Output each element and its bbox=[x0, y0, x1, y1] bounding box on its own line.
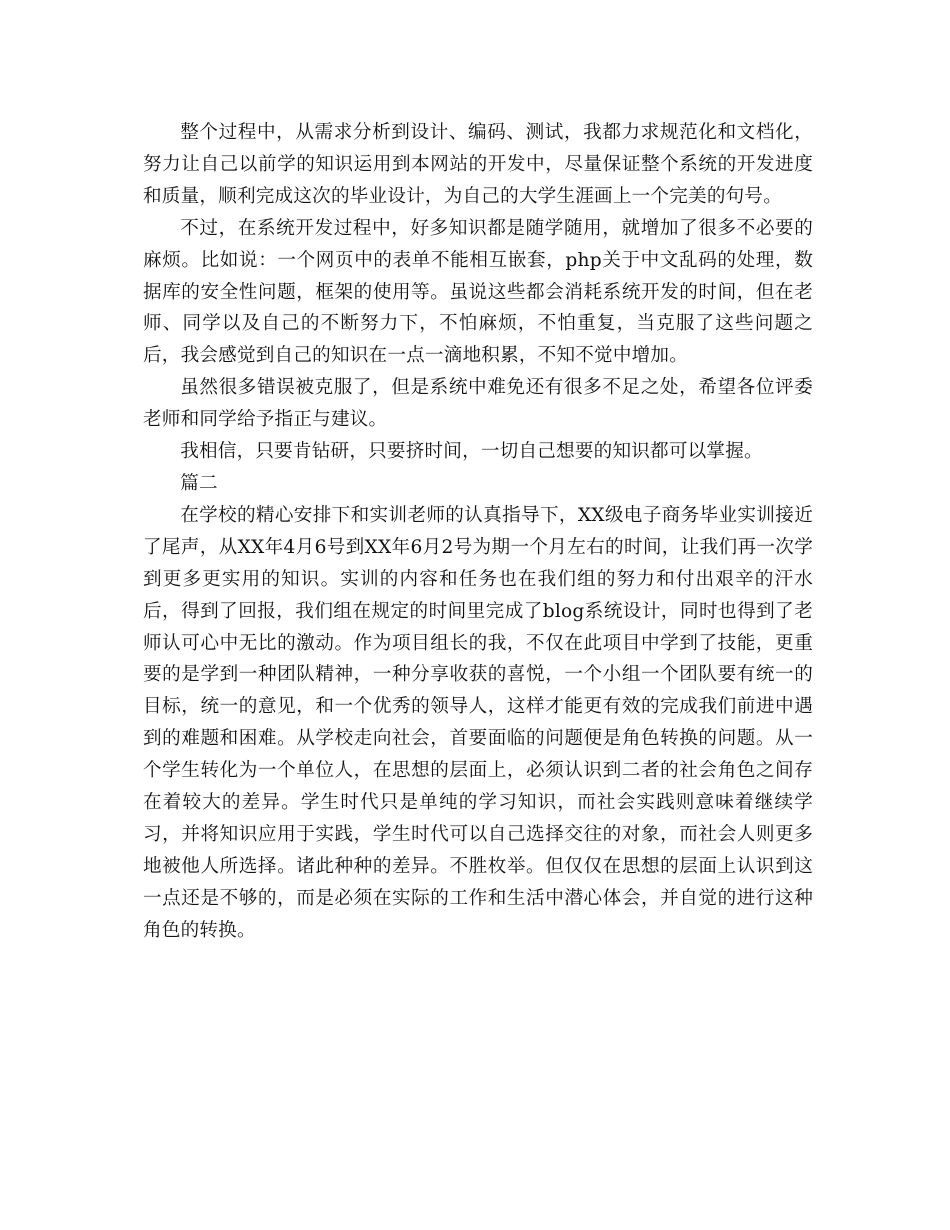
section-heading-part-two: 篇二 bbox=[180, 472, 218, 494]
paragraph-development-issues: 不过，在系统开发过程中，好多知识都是随学随用，就增加了很多不必要的麻烦。比如说：一个网页中的表单不能相互嵌套，php关于中文乱码的处理，数据库的安全性问题，框架的使用等。虽说这些都会消耗系统开发的时间，但在老师、同学以及自己的不断努力下，不怕麻烦，不怕重复，当克服了这些问题之后，我会感觉到自己的知识在一点一滴地积累，不知不觉中增加。 bbox=[143, 217, 813, 367]
paragraph-request-feedback: 虽然很多错误被克服了，但是系统中难免还有很多不足之处，希望各位评委老师和同学给予指正与建议。 bbox=[143, 377, 813, 431]
paragraph-belief: 我相信，只要肯钻研，只要挤时间，一切自己想要的知识都可以掌握。 bbox=[180, 441, 763, 463]
paragraph-internship-summary: 在学校的精心安排下和实训老师的认真指导下，XX级电子商务毕业实训接近了尾声，从XX年4月6号到XX年6月2号为期一个月左右的时间，让我们再一次学到更多更实用的知识。实训的内容和任务也在我们组的努力和付出艰辛的汗水后，得到了回报，我们组在规定的时间里完成了blog系统设计，同时也得到了老师认可心中无比的激动。作为项目组长的我，不仅在此项目中学到了技能，更重要的是学到一种团队精神，一种分享收获的喜悦，一个小组一个团队要有统一的目标，统一的意见，和一个优秀的领导人，这样才能更有效的完成我们前进中遇到的难题和困难。从学校走向社会，首要面临的问题便是角色转换的问题。从一个学生转化为一个单位人，在思想的层面上，必须认识到二者的社会角色之间存在着较大的差异。学生时代只是单纯的学习知识，而社会实践则意味着继续学习，并将知识应用于实践，学生时代可以自己选择交往的对象，而社会人则更多地被他人所选择。诸此种种的差异。不胜枚举。但仅仅在思想的层面上认识到这一点还是不够的，而是必须在实际的工作和生活中潜心体会，并自觉的进行这种角色的转换。 bbox=[143, 504, 813, 941]
paragraph-process-summary: 整个过程中，从需求分析到设计、编码、测试，我都力求规范化和文档化，努力让自己以前学的知识运用到本网站的开发中，尽量保证整个系统的开发进度和质量，顺利完成这次的毕业设计，为自己的大学生涯画上一个完美的句号。 bbox=[143, 122, 813, 207]
document-body bbox=[143, 117, 813, 947]
